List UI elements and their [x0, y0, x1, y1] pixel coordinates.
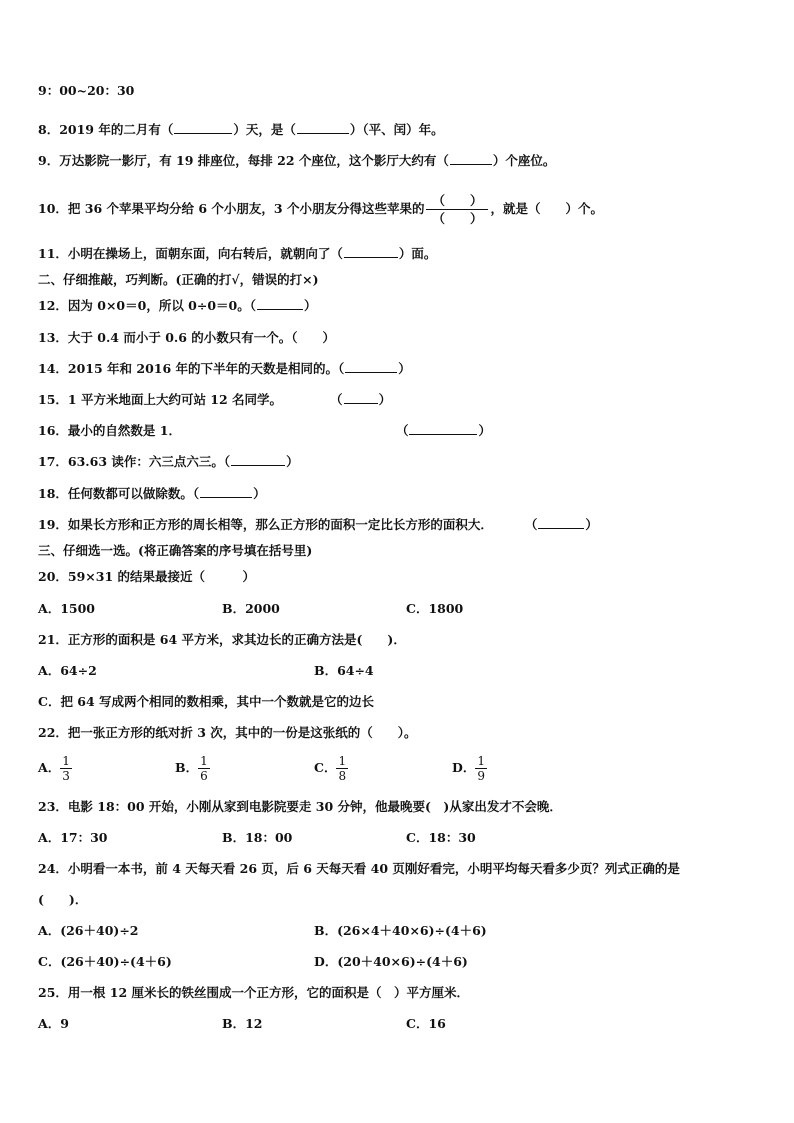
option-22a[interactable]: A． $\frac{1}{3}$	[38, 754, 70, 783]
question-11: 11．小明在操场上，面朝东面，向右转后，就朝向了（ ）面。	[38, 246, 437, 261]
option-20b[interactable]: B．2000	[222, 601, 280, 616]
section-3-heading: 三、仔细选一选。(将正确答案的序号填在括号里)	[38, 543, 313, 558]
option-21c[interactable]: C．把 64 写成两个相同的数相乘，其中一个数就是它的边长	[38, 694, 375, 709]
question-22: 22．把一张正方形的纸对折 3 次，其中的一份是这张纸的（ ）。	[38, 725, 417, 740]
question-12: 12．因为 0×0＝0，所以 0÷0＝0。（ ）	[38, 298, 317, 313]
answer-blank[interactable]	[344, 246, 398, 258]
option-25a[interactable]: A．9	[38, 1016, 69, 1031]
question-8: 8．2019 年的二月有（ ）天，是（ ）（平、闰）年。	[38, 122, 444, 137]
answer-blank[interactable]	[200, 486, 252, 498]
option-25b[interactable]: B．12	[222, 1016, 263, 1031]
answer-blank[interactable]	[450, 153, 492, 165]
option-20c[interactable]: C．1800	[406, 601, 464, 616]
question-10: 10．把 36 个苹果平均分给 6 个小朋友，3 个小朋友分得这些苹果的 $\frac{( )}{( )}$ ，就是（ ）个。	[38, 193, 603, 226]
question-20: 20．59×31 的结果最接近（ ）	[38, 569, 256, 584]
answer-blank[interactable]	[409, 423, 477, 435]
option-24d[interactable]: D．(20＋40×6)÷(4＋6)	[314, 954, 468, 969]
question-18: 18．任何数都可以做除数。（ ）	[38, 486, 266, 501]
answer-blank[interactable]	[344, 392, 378, 404]
question-14: 14．2015 年和 2016 年的下半年的天数是相同的。（ ）	[38, 361, 411, 376]
question-19: 19．如果长方形和正方形的周长相等，那么正方形的面积一定比长方形的面积大． （ ）	[38, 517, 598, 532]
option-24a[interactable]: A．(26＋40)÷2	[38, 923, 139, 938]
question-16: 16．最小的自然数是 1． （ ）	[38, 423, 491, 438]
question-21: 21．正方形的面积是 64 平方米，求其边长的正确方法是( )．	[38, 632, 406, 647]
option-23c[interactable]: C．18：30	[406, 830, 476, 845]
fraction: $\frac{1}{9}$	[477, 754, 485, 783]
time-range-line: 9：00~20：30	[38, 83, 135, 98]
option-21b[interactable]: B．64÷4	[314, 663, 374, 678]
question-13: 13．大于 0.4 而小于 0.6 的小数只有一个。（ ）	[38, 330, 336, 345]
option-22c[interactable]: C． $\frac{1}{8}$	[314, 754, 347, 783]
question-17: 17．63.63 读作：六三点六三。（ ）	[38, 454, 299, 469]
option-23a[interactable]: A．17：30	[38, 830, 108, 845]
option-20a[interactable]: A．1500	[38, 601, 95, 616]
fraction: $\frac{1}{6}$	[200, 754, 208, 783]
option-23b[interactable]: B．18：00	[222, 830, 293, 845]
fraction: $\frac{1}{8}$	[338, 754, 347, 783]
option-24c[interactable]: C．(26＋40)÷(4＋6)	[38, 954, 172, 969]
answer-blank[interactable]	[257, 298, 303, 310]
answer-blank[interactable]	[345, 361, 397, 373]
question-24: 24．小明看一本书，前 4 天每天看 26 页，后 6 天每天看 40 页刚好看完，小明平均每天看多少页？列式正确的是	[38, 861, 680, 876]
answer-blank[interactable]	[231, 454, 285, 466]
question-24-bracket: ( )．	[38, 892, 88, 907]
fraction: $\frac{1}{3}$	[62, 754, 70, 783]
section-2-heading: 二、仔细推敲，巧判断。(正确的打√，错误的打×)	[38, 272, 319, 287]
question-15: 15．1 平方米地面上大约可站 12 名同学。 （ ）	[38, 392, 392, 407]
option-22d[interactable]: D． $\frac{1}{9}$	[452, 754, 485, 783]
fraction-blank[interactable]: $\frac{( )}{( )}$	[426, 192, 488, 227]
option-22b[interactable]: B． $\frac{1}{6}$	[175, 754, 208, 783]
answer-blank[interactable]	[538, 517, 584, 529]
question-9: 9．万达影院一影厅，有 19 排座位，每排 22 个座位，这个影厅大约有（ ）个座位。	[38, 153, 556, 168]
answer-blank[interactable]	[174, 122, 232, 134]
option-21a[interactable]: A．64÷2	[38, 663, 97, 678]
option-25c[interactable]: C．16	[406, 1016, 446, 1031]
question-25: 25．用一根 12 厘米长的铁丝围成一个正方形，它的面积是（ ）平方厘米．	[38, 985, 469, 1000]
option-24b[interactable]: B．(26×4＋40×6)÷(4＋6)	[314, 923, 487, 938]
question-23: 23．电影 18：00 开始，小刚从家到电影院要走 30 分钟，他最晚要( )从家出发才不会晚．	[38, 799, 562, 814]
answer-blank[interactable]	[297, 122, 349, 134]
